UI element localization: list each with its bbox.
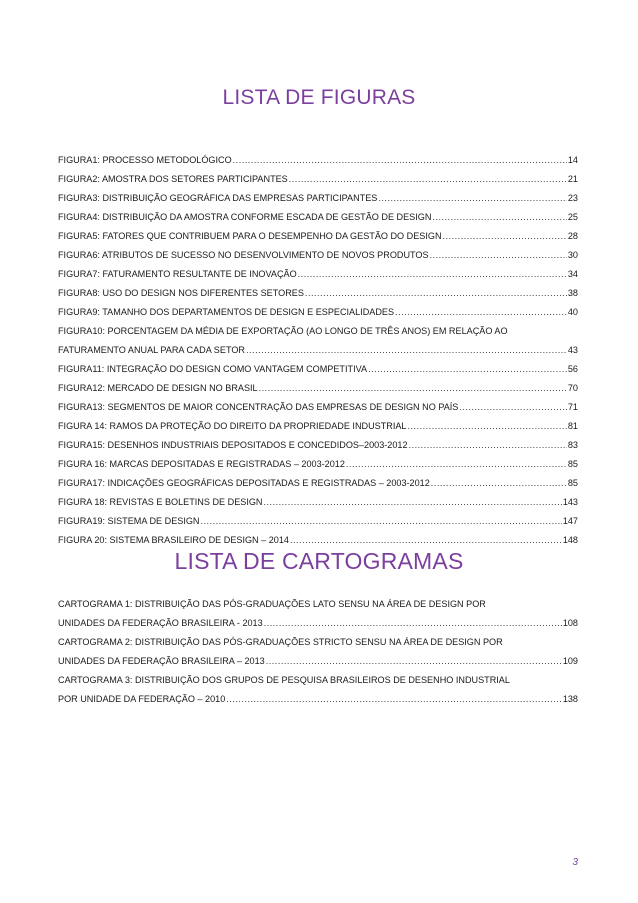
toc-entry-row [58,417,578,436]
toc-entry-row [58,303,578,322]
toc-entry-title: FIGURA7: FATURAMENTO RESULTANTE DE INOVAÇÃO [58,269,297,279]
dot-leader [430,246,567,265]
toc-entry-page: 109 [562,656,578,666]
toc-entry[interactable] [58,208,578,227]
toc-entry-title: POR UNIDADE DA FEDERAÇÃO – 2010 [58,694,226,704]
toc-entry[interactable] [58,265,578,284]
toc-entry[interactable] [58,436,578,455]
toc-entry-title: FIGURA 14: RAMOS DA PROTEÇÃO DO DIREITO DA PROPRIEDADE INDUSTRIAL [58,421,407,431]
toc-entry[interactable] [58,170,578,189]
dot-leader [408,417,567,436]
toc-entry-title: FIGURA11: INTEGRAÇÃO DO DESIGN COMO VANTAGEM COMPETITIVA [58,364,368,374]
toc-entry-page: 14 [567,155,578,165]
dot-leader [264,614,562,633]
toc-entry[interactable] [58,455,578,474]
toc-entry-row [58,227,578,246]
toc-entry-page: 30 [567,250,578,260]
toc-entry-title: FIGURA13: SEGMENTOS DE MAIOR CONCENTRAÇÃO DAS EMPRESAS DE DESIGN NO PAÍS [58,402,459,412]
toc-entry-page: 81 [567,421,578,431]
figures-heading: LISTA DE FIGURAS [222,86,416,109]
dot-leader [409,436,567,455]
toc-entry-title: FIGURA3: DISTRIBUIÇÃO GEOGRÁFICA DAS EMPRESAS PARTICIPANTES [58,193,378,203]
toc-entry-row [58,614,578,633]
toc-entry-page: 21 [567,174,578,184]
toc-entry-row [58,512,578,531]
toc-entry-page: 138 [562,694,578,704]
dot-leader [298,265,567,284]
toc-entry-title: FIGURA6: ATRIBUTOS DE SUCESSO NO DESENVOLVIMENTO DE NOVOS PRODUTOS [58,250,429,260]
toc-entry[interactable] [58,284,578,303]
dot-leader [201,512,562,531]
toc-entry-row [58,284,578,303]
toc-entry-page: 148 [562,535,578,545]
dot-leader [395,303,567,322]
toc-entry-page: 43 [567,345,578,355]
dot-leader [459,398,567,417]
toc-entry-page: 40 [567,307,578,317]
dot-leader [259,379,567,398]
cartogramas-heading: LISTA DE CARTOGRAMAS [174,548,464,574]
toc-entry-title: FIGURA 16: MARCAS DEPOSITADAS E REGISTRADAS – 2003-2012 [58,459,345,469]
toc-entry-page: 108 [562,618,578,628]
dot-leader [346,455,567,474]
toc-entry-row [58,690,578,709]
toc-entry-title: FIGURA 20: SISTEMA BRASILEIRO DE DESIGN – 2014 [58,535,289,545]
dot-leader [266,652,562,671]
page-number: 3 [572,857,578,868]
dot-leader [264,493,562,512]
toc-entry-title-line: CARTOGRAMA 2: DISTRIBUIÇÃO DAS PÓS-GRADUAÇÕES STRICTO SENSU NA ÁREA DE DESIGN POR [58,637,503,647]
toc-entry-title-line: FIGURA10: PORCENTAGEM DA MÉDIA DE EXPORTAÇÃO (AO LONGO DE TRÊS ANOS) EM RELAÇÃO AO [58,326,508,336]
toc-entry-title-line: CARTOGRAMA 1: DISTRIBUIÇÃO DAS PÓS-GRADUAÇÕES LATO SENSU NA ÁREA DE DESIGN POR [58,599,486,609]
toc-entry-page: 83 [567,440,578,450]
toc-entry[interactable] [58,512,578,531]
toc-entry-page: 56 [567,364,578,374]
toc-entry-title: FIGURA12: MERCADO DE DESIGN NO BRASIL [58,383,258,393]
toc-entry[interactable] [58,189,578,208]
toc-entry-page: 85 [567,459,578,469]
toc-entry-title: FIGURA 18: REVISTAS E BOLETINS DE DESIGN [58,497,263,507]
toc-entry-title: FIGURA19: SISTEMA DE DESIGN [58,516,200,526]
toc-entry[interactable] [58,398,578,417]
dot-leader [368,360,567,379]
toc-entry-page: 85 [567,478,578,488]
toc-entry[interactable] [58,227,578,246]
dot-leader [432,208,566,227]
toc-entry-row [58,493,578,512]
toc-entry-title: UNIDADES DA FEDERAÇÃO BRASILEIRA – 2013 [58,656,265,666]
toc-entry-row [58,455,578,474]
toc-entry-page: 38 [567,288,578,298]
toc-entry-title: FIGURA15: DESENHOS INDUSTRIAIS DEPOSITADOS E CONCEDIDOS–2003-2012 [58,440,408,450]
toc-entry-page: 71 [567,402,578,412]
toc-entry-row [58,341,578,360]
toc-entry[interactable] [58,246,578,265]
dot-leader [305,284,567,303]
toc-entry-title: FATURAMENTO ANUAL PARA CADA SETOR [58,345,245,355]
dot-leader [246,341,567,360]
toc-entry-row [58,151,578,170]
toc-entry-title: FIGURA9: TAMANHO DOS DEPARTAMENTOS DE DESIGN E ESPECIALIDADES [58,307,395,317]
toc-entry-row [58,265,578,284]
dot-leader [431,474,567,493]
toc-entry-title: UNIDADES DA FEDERAÇÃO BRASILEIRA - 2013 [58,618,263,628]
toc-entry-title: FIGURA17: INDICAÇÕES GEOGRÁFICAS DEPOSITADAS E REGISTRADAS – 2003-2012 [58,478,430,488]
toc-entry-row [58,189,578,208]
toc-entry-page: 143 [562,497,578,507]
toc-entry[interactable] [58,322,578,360]
toc-entry-row [58,170,578,189]
toc-entry[interactable] [58,671,578,709]
toc-entry-page: 147 [562,516,578,526]
toc-entry-title: FIGURA1: PROCESSO METODOLÓGICO [58,155,232,165]
toc-entry-title-line: CARTOGRAMA 3: DISTRIBUIÇÃO DOS GRUPOS DE PESQUISA BRASILEIROS DE DESENHO INDUSTRIAL [58,675,510,685]
toc-entry[interactable] [58,417,578,436]
cartogramas-list [58,595,578,709]
toc-entry-row [58,246,578,265]
toc-entry-page: 70 [567,383,578,393]
toc-entry-row [58,208,578,227]
toc-entry-row [58,436,578,455]
toc-entry[interactable] [58,474,578,493]
toc-entry-row [58,360,578,379]
toc-entry-title: FIGURA4: DISTRIBUIÇÃO DA AMOSTRA CONFORME ESCADA DE GESTÃO DE DESIGN [58,212,432,222]
toc-entry-page: 28 [567,231,578,241]
toc-entry[interactable] [58,633,578,671]
dot-leader [233,151,567,170]
toc-entry-title: FIGURA2: AMOSTRA DOS SETORES PARTICIPANTES [58,174,288,184]
toc-entry-row [58,474,578,493]
toc-entry-page: 34 [567,269,578,279]
toc-entry-page: 25 [567,212,578,222]
toc-entry[interactable] [58,379,578,398]
figures-list [58,151,578,550]
toc-entry-title: FIGURA8: USO DO DESIGN NOS DIFERENTES SETORES [58,288,304,298]
toc-entry[interactable] [58,151,578,170]
dot-leader [443,227,567,246]
toc-entry-page: 23 [567,193,578,203]
dot-leader [289,170,567,189]
dot-leader [226,690,562,709]
dot-leader [378,189,567,208]
toc-entry-row [58,379,578,398]
toc-entry-row [58,398,578,417]
toc-entry[interactable] [58,303,578,322]
toc-entry-title: FIGURA5: FATORES QUE CONTRIBUEM PARA O DESEMPENHO DA GESTÃO DO DESIGN [58,231,442,241]
toc-entry-row [58,652,578,671]
toc-entry[interactable] [58,360,578,379]
toc-entry[interactable] [58,595,578,633]
toc-entry[interactable] [58,493,578,512]
